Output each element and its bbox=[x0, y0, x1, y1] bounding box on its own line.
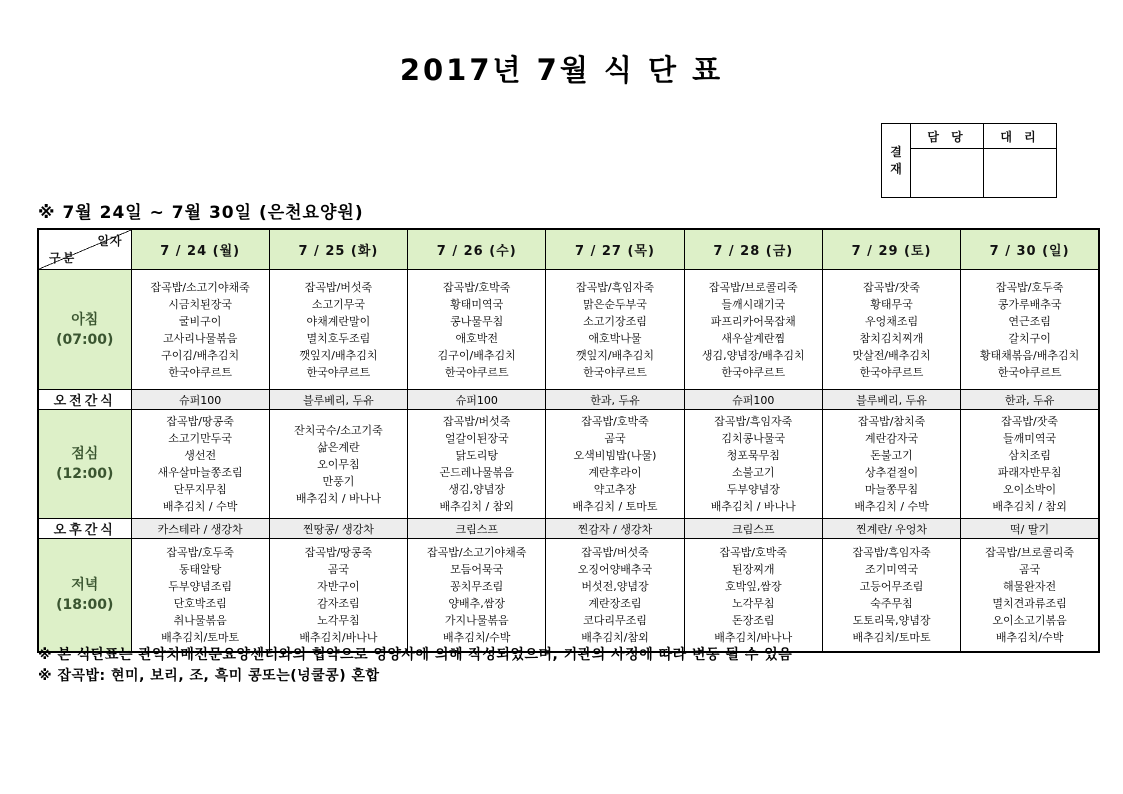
menu-item: 잡곡밥/호박죽 bbox=[581, 415, 649, 428]
menu-item: 잡곡밥/잣죽 bbox=[863, 280, 920, 294]
pm-snack-cell-day-1: 카스테라 / 생강차 bbox=[131, 519, 269, 539]
dinner-cell-day-5 bbox=[684, 539, 822, 652]
menu-item: 멸치견과류조림 bbox=[992, 596, 1067, 610]
menu-item: 참치김치찌개 bbox=[859, 331, 924, 345]
menu-item: 조기미역국 bbox=[864, 562, 919, 576]
menu-item: 마늘쫑무침 bbox=[864, 483, 919, 496]
row-label-text: 아침 bbox=[71, 311, 99, 328]
menu-item: 양배추,쌈장 bbox=[448, 596, 506, 610]
menu-item: 꽁치무조림 bbox=[450, 579, 504, 593]
menu-item: 만풍기 bbox=[322, 474, 355, 488]
breakfast-cell-day-3 bbox=[408, 270, 546, 390]
menu-item: 배추김치/바나나 bbox=[299, 630, 378, 644]
menu-item: 야채계란말이 bbox=[306, 314, 371, 328]
menu-item: 황태채볶음/배추김치 bbox=[979, 348, 1080, 362]
dinner-cell-day-3 bbox=[408, 539, 546, 652]
menu-item: 한국야쿠르트 bbox=[997, 365, 1062, 379]
menu-item: 새우살마늘쫑조림 bbox=[157, 466, 243, 479]
dinner-cell-day-6 bbox=[822, 539, 960, 652]
row-label-pm-snack: 오후간식 bbox=[38, 519, 131, 539]
menu-item: 잡곡밥/호박죽 bbox=[719, 545, 787, 559]
menu-item: 한국야쿠르트 bbox=[721, 365, 786, 379]
page-title: 2017년 7월 식 단 표 bbox=[399, 53, 724, 87]
menu-item: 잡곡밥/브로콜리죽 bbox=[708, 280, 798, 294]
menu-item: 배추김치 / 토마토 bbox=[572, 500, 658, 513]
am-snack-cell-day-1: 슈퍼100 bbox=[131, 390, 269, 410]
day-header-2: 7 / 25 (화) bbox=[269, 229, 407, 270]
corner-label-category: 구분 bbox=[49, 251, 77, 265]
menu-item: 배추김치 / 참외 bbox=[992, 500, 1067, 513]
menu-item: 곰국 bbox=[604, 432, 626, 445]
menu-item: 잡곡밥/호두죽 bbox=[995, 280, 1064, 294]
menu-item: 소불고기 bbox=[732, 466, 775, 479]
menu-item: 코다리무조림 bbox=[583, 613, 647, 627]
row-label-time: (07:00) bbox=[56, 331, 114, 348]
menu-item: 멸치호두조림 bbox=[306, 331, 371, 345]
menu-item: 잡곡밥/버섯죽 bbox=[442, 415, 511, 428]
menu-item: 잔치국수/소고기죽 bbox=[294, 423, 383, 437]
menu-item: 잡곡밥/호두죽 bbox=[166, 545, 234, 559]
menu-item: 한국야쿠르트 bbox=[444, 365, 509, 379]
approval-col-manager: 담 당 bbox=[911, 124, 984, 149]
menu-item: 한국야쿠르트 bbox=[859, 365, 924, 379]
menu-item: 오징어양배추국 bbox=[577, 562, 653, 576]
menu-item: 호박잎,쌈장 bbox=[724, 579, 782, 593]
menu-item: 배추김치/수박 bbox=[995, 630, 1064, 644]
menu-item: 황태무국 bbox=[870, 297, 913, 311]
lunch-cell-day-7 bbox=[961, 410, 1099, 519]
menu-item: 잡곡밥/땅콩죽 bbox=[166, 415, 234, 428]
day-header-4: 7 / 27 (목) bbox=[546, 229, 684, 270]
note-line-2: ※ 잡곡밥: 현미, 보리, 조, 흑미 콩또는(넝쿨콩) 혼합 bbox=[38, 668, 380, 684]
row-label-time: (12:00) bbox=[56, 466, 114, 482]
am-snack-cell-day-4: 한과, 두유 bbox=[546, 390, 684, 410]
menu-item: 오이무침 bbox=[317, 457, 360, 471]
menu-item: 삶은계란 bbox=[317, 440, 360, 454]
menu-item: 맛살전/배추김치 bbox=[852, 348, 931, 362]
breakfast-cell-day-6 bbox=[822, 270, 960, 390]
row-label-dinner bbox=[38, 539, 131, 652]
menu-item: 버섯전,양념장 bbox=[581, 579, 649, 593]
menu-item: 우엉채조림 bbox=[864, 314, 919, 328]
lunch-cell-day-4 bbox=[546, 410, 684, 519]
menu-item: 잡곡밥/흑임자죽 bbox=[852, 545, 931, 559]
lunch-cell-day-6 bbox=[822, 410, 960, 519]
menu-item: 배추김치/토마토 bbox=[161, 630, 240, 644]
pm-snack-cell-day-6: 찐계란/ 우엉차 bbox=[822, 519, 960, 539]
menu-item: 콩나물무침 bbox=[450, 314, 504, 328]
menu-item: 소고기장조림 bbox=[583, 314, 647, 328]
menu-item: 자반구이 bbox=[317, 579, 360, 593]
menu-item: 김구이/배추김치 bbox=[437, 348, 516, 362]
menu-item: 청포묵무침 bbox=[726, 449, 780, 462]
menu-item: 오이소고기볶음 bbox=[992, 613, 1067, 627]
menu-item: 시금치된장국 bbox=[168, 297, 233, 311]
menu-item: 배추김치 / 수박 bbox=[854, 500, 929, 513]
menu-item: 배추김치 / 바나나 bbox=[295, 491, 381, 505]
menu-item: 계란장조림 bbox=[588, 596, 642, 610]
menu-item: 잡곡밥/흑임자죽 bbox=[575, 280, 655, 294]
breakfast-cell-day-1 bbox=[131, 270, 269, 390]
row-label-lunch bbox=[38, 410, 131, 519]
menu-item: 배추김치/수박 bbox=[442, 630, 511, 644]
menu-item: 애호박나물 bbox=[588, 331, 642, 345]
menu-item: 감자조림 bbox=[317, 596, 360, 610]
menu-item: 돈불고기 bbox=[870, 449, 913, 462]
menu-item: 잡곡밥/호박죽 bbox=[442, 280, 511, 294]
menu-item: 곰국 bbox=[327, 562, 350, 576]
menu-item: 잡곡밥/흑임자죽 bbox=[714, 415, 793, 428]
meal-table bbox=[37, 228, 1100, 653]
menu-item: 단무지무침 bbox=[173, 483, 227, 496]
menu-item: 고등어무조림 bbox=[859, 579, 924, 593]
approval-sign-cell-manager bbox=[911, 149, 984, 198]
note-line-1: ※ 본 식단표는 관악치매전문요양센터와의 협약으로 영양사에 의해 작성되었으며, 기관의 사정에 따라 변동 될 수 있음 bbox=[38, 647, 793, 663]
menu-item: 잡곡밥/버섯죽 bbox=[304, 280, 373, 294]
menu-item: 파래자반무침 bbox=[997, 466, 1062, 479]
approval-col-deputy: 대 리 bbox=[984, 124, 1057, 149]
row-label-time: (18:00) bbox=[56, 596, 114, 613]
menu-item: 잡곡밥/버섯죽 bbox=[581, 545, 649, 559]
menu-item: 잡곡밥/참치죽 bbox=[857, 415, 926, 428]
menu-item: 계란후라이 bbox=[588, 466, 642, 479]
menu-item: 해물완자전 bbox=[1003, 579, 1057, 593]
breakfast-cell-day-5 bbox=[684, 270, 822, 390]
day-header-6: 7 / 29 (토) bbox=[822, 229, 960, 270]
pm-snack-cell-day-5: 크림스프 bbox=[684, 519, 822, 539]
lunch-cell-day-5 bbox=[684, 410, 822, 519]
menu-item: 동태알탕 bbox=[178, 562, 222, 576]
menu-item: 두부양념조림 bbox=[168, 579, 233, 593]
menu-item: 곤드레나물볶음 bbox=[439, 466, 514, 479]
menu-item: 단호박조림 bbox=[173, 596, 227, 610]
lunch-cell-day-3 bbox=[408, 410, 546, 519]
breakfast-cell-day-4 bbox=[546, 270, 684, 390]
menu-item: 생선전 bbox=[184, 449, 217, 462]
menu-item: 깻잎지/배추김치 bbox=[299, 348, 378, 362]
menu-item: 모듬어묵국 bbox=[450, 562, 504, 576]
menu-item: 배추김치 / 수박 bbox=[162, 500, 238, 513]
approval-sign-char-2: 재 bbox=[890, 161, 902, 176]
approval-sign-char-1: 결 bbox=[890, 144, 902, 159]
menu-item: 파프리카어묵잡채 bbox=[710, 314, 796, 328]
menu-item: 도토리묵,양념장 bbox=[852, 613, 931, 627]
menu-item: 계란감자국 bbox=[864, 432, 919, 445]
am-snack-cell-day-7: 한과, 두유 bbox=[961, 390, 1099, 410]
lunch-cell-day-2 bbox=[269, 410, 407, 519]
menu-item: 잡곡밥/땅콩죽 bbox=[304, 545, 373, 559]
corner-label-date: 일자 bbox=[97, 234, 123, 248]
row-label-breakfast bbox=[38, 270, 131, 390]
day-header-1: 7 / 24 (월) bbox=[131, 229, 269, 270]
menu-item: 맑은순두부국 bbox=[583, 297, 647, 311]
dinner-cell-day-7 bbox=[961, 539, 1099, 652]
menu-item: 노각무침 bbox=[732, 596, 775, 610]
row-label-text: 저녁 bbox=[71, 576, 99, 593]
menu-item: 잡곡밥/브로콜리죽 bbox=[985, 545, 1074, 559]
footer-notes bbox=[38, 645, 792, 687]
menu-item: 약고추장 bbox=[593, 483, 637, 496]
am-snack-cell-day-3: 슈퍼100 bbox=[408, 390, 546, 410]
menu-item: 황태미역국 bbox=[450, 297, 504, 311]
menu-item: 김치콩나물국 bbox=[721, 432, 786, 445]
approval-box bbox=[881, 123, 1057, 198]
menu-item: 배추김치/바나나 bbox=[714, 630, 793, 644]
menu-item: 깻잎지/배추김치 bbox=[575, 348, 655, 362]
dinner-cell-day-2 bbox=[269, 539, 407, 652]
pm-snack-cell-day-2: 찐땅콩/ 생강차 bbox=[269, 519, 407, 539]
week-range-subtitle: ※ 7월 24일 ~ 7월 30일 (은천요양원) bbox=[38, 203, 364, 223]
menu-item: 잡곡밥/잣죽 bbox=[1001, 415, 1059, 428]
menu-item: 새우살계란찜 bbox=[721, 331, 786, 345]
menu-item: 한국야쿠르트 bbox=[583, 365, 647, 379]
am-snack-cell-day-2: 블루베리, 두유 bbox=[269, 390, 407, 410]
menu-item: 한국야쿠르트 bbox=[306, 365, 371, 379]
menu-item: 생김,양념장 bbox=[448, 483, 506, 496]
menu-item: 구이김/배추김치 bbox=[161, 348, 240, 362]
day-header-7: 7 / 30 (일) bbox=[961, 229, 1099, 270]
row-label-text: 점심 bbox=[71, 446, 99, 462]
menu-item: 돈장조림 bbox=[732, 613, 775, 627]
am-snack-cell-day-5: 슈퍼100 bbox=[684, 390, 822, 410]
menu-item: 노각무침 bbox=[317, 613, 360, 627]
menu-item: 배추김치/토마토 bbox=[852, 630, 931, 644]
dinner-cell-day-4 bbox=[546, 539, 684, 652]
menu-item: 굴비구이 bbox=[178, 314, 222, 328]
menu-item: 배추김치 / 참외 bbox=[439, 500, 514, 513]
am-snack-cell-day-6: 블루베리, 두유 bbox=[822, 390, 960, 410]
menu-item: 오색비빔밥(나물) bbox=[573, 449, 657, 462]
menu-item: 상추겉절이 bbox=[864, 466, 919, 479]
menu-item: 삼치조림 bbox=[1008, 449, 1051, 462]
menu-item: 소고기무국 bbox=[311, 297, 365, 311]
menu-item: 닭도리탕 bbox=[455, 449, 498, 462]
breakfast-cell-day-2 bbox=[269, 270, 407, 390]
menu-item: 한국야쿠르트 bbox=[168, 365, 233, 379]
menu-item: 곰국 bbox=[1018, 562, 1041, 576]
menu-item: 잡곡밥/소고기야채죽 bbox=[150, 280, 250, 294]
menu-item: 애호박전 bbox=[455, 331, 498, 345]
breakfast-cell-day-7 bbox=[961, 270, 1099, 390]
pm-snack-cell-day-3: 크림스프 bbox=[408, 519, 546, 539]
approval-sign-label bbox=[882, 124, 911, 198]
menu-item: 얼갈이된장국 bbox=[444, 432, 509, 445]
menu-item: 취나물볶음 bbox=[173, 613, 227, 627]
menu-item: 숙주무침 bbox=[870, 596, 913, 610]
approval-sign-cell-deputy bbox=[984, 149, 1057, 198]
menu-item: 배추김치 / 바나나 bbox=[710, 500, 796, 513]
menu-item: 배추김치/참외 bbox=[581, 630, 649, 644]
corner-cell bbox=[38, 229, 131, 270]
pm-snack-cell-day-7: 떡/ 딸기 bbox=[961, 519, 1099, 539]
menu-item: 콩가루배추국 bbox=[997, 297, 1062, 311]
lunch-cell-day-1 bbox=[131, 410, 269, 519]
menu-item: 생김,양념장/배추김치 bbox=[701, 348, 805, 362]
row-label-am-snack: 오전간식 bbox=[38, 390, 131, 410]
menu-item: 들깨미역국 bbox=[1003, 432, 1057, 445]
menu-item: 된장찌개 bbox=[732, 562, 775, 576]
menu-item: 갈치구이 bbox=[1008, 331, 1051, 345]
menu-item: 오이소박이 bbox=[1003, 483, 1057, 496]
menu-item: 고사리나물볶음 bbox=[162, 331, 238, 345]
day-header-3: 7 / 26 (수) bbox=[408, 229, 546, 270]
day-header-5: 7 / 28 (금) bbox=[684, 229, 822, 270]
pm-snack-cell-day-4: 찐감자 / 생강차 bbox=[546, 519, 684, 539]
menu-item: 잡곡밥/소고기야채죽 bbox=[427, 545, 527, 559]
menu-item: 들깨시래기국 bbox=[721, 297, 786, 311]
menu-item: 연근조림 bbox=[1008, 314, 1051, 328]
menu-item: 두부양념장 bbox=[726, 483, 780, 496]
dinner-cell-day-1 bbox=[131, 539, 269, 652]
menu-item: 가지나물볶음 bbox=[444, 613, 509, 627]
menu-item: 소고기만두국 bbox=[168, 432, 233, 445]
